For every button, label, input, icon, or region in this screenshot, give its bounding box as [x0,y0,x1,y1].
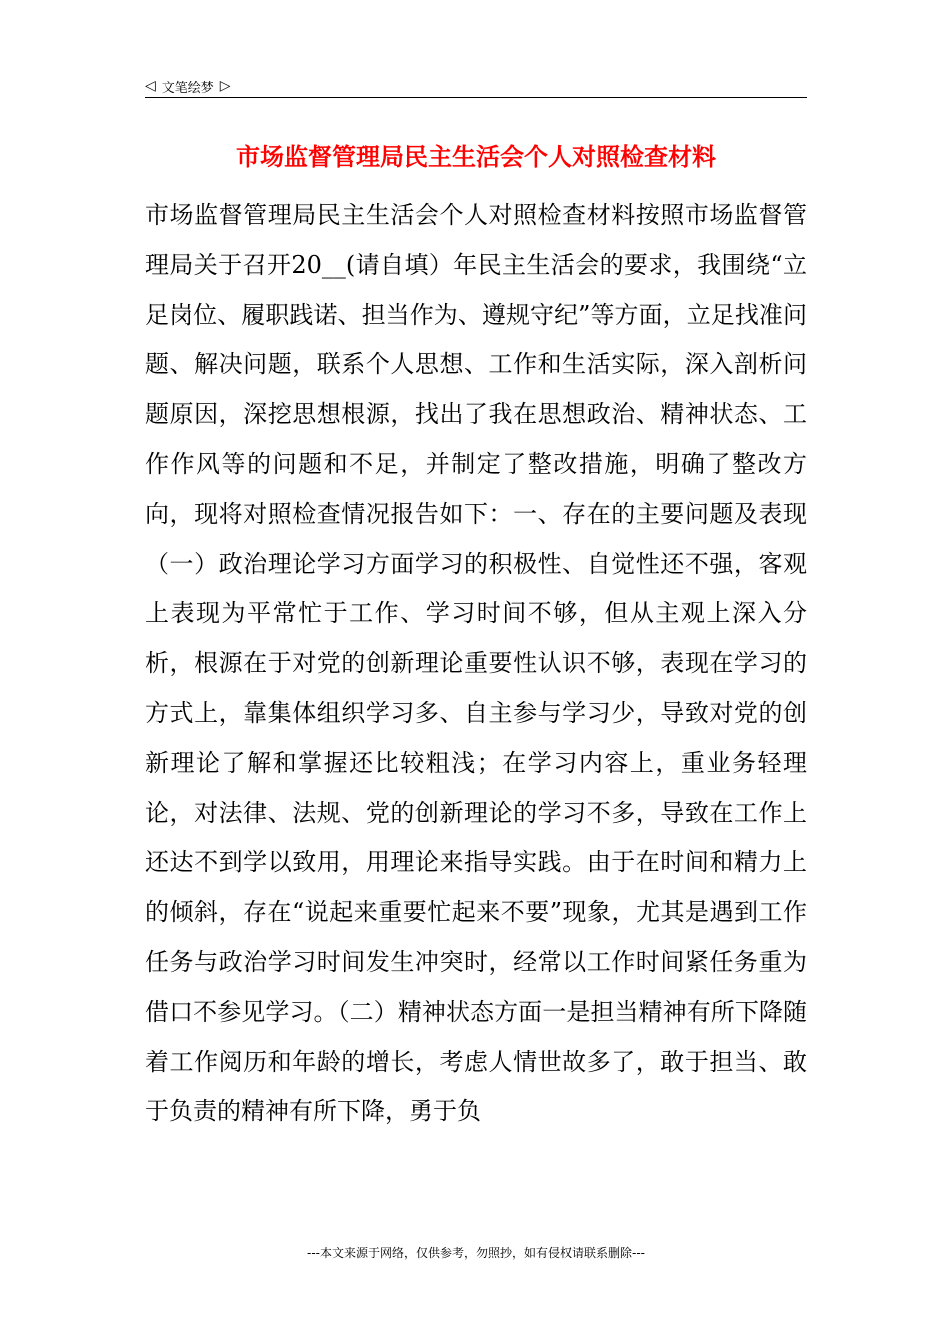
right-triangle-icon: ▷ [219,78,231,94]
left-triangle-icon: ◁ [145,78,156,94]
document-title: 市场监督管理局民主生活会个人对照检查材料 [236,142,716,171]
header-divider [145,97,807,98]
page-header [145,74,807,98]
document-body: 市场监督管理局民主生活会个人对照检查材料按照市场监督管理局关于召开20__(请自填）年民主生活会的要求，我围绕“立足岗位、履职践诺、担当作为、遵规守纪”等方面，立足找准问题、解决问题，联系个人思想、工作和生活实际，深入剖析问题原因，深挖思想根源，找出了我在思想政治、精神状态、工作作风等的问题和不足，并制定了整改措施，明确了整改方向，现将对照检查情况报告如下：一、存在的主要问题及表现（一）政治理论学习方面学习的积极性、自觉性还不强，客观上表现为平常忙于工作、学习时间不够，但从主观上深入分析，根源在于对党的创新理论重要性认识不够，表现在学习的方式上，靠集体组织学习多、自主参与学习少，导致对党的创新理论了解和掌握还比较粗浅；在学习内容上，重业务轻理论，对法律、法规、党的创新理论的学习不多，导致在工作上还达不到学以致用，用理论来指导实践。由于在时间和精力上的倾斜，存在“说起来重要忙起来不要”现象，尤其是遇到工作任务与政治学习时间发生冲突时，经常以工作时间紧任务重为借口不参见学习。（二）精神状态方面一是担当精神有所下降随着工作阅历和年龄的增长，考虑人情世故多了，敢于担当、敢于负责的精神有所下降，勇于负 [145,201,807,1126]
header-brand: 文笔绘梦 [161,80,214,96]
footer-disclaimer: ---本文来源于网络，仅供参考，勿照抄，如有侵权请联系删除--- [307,1246,645,1260]
